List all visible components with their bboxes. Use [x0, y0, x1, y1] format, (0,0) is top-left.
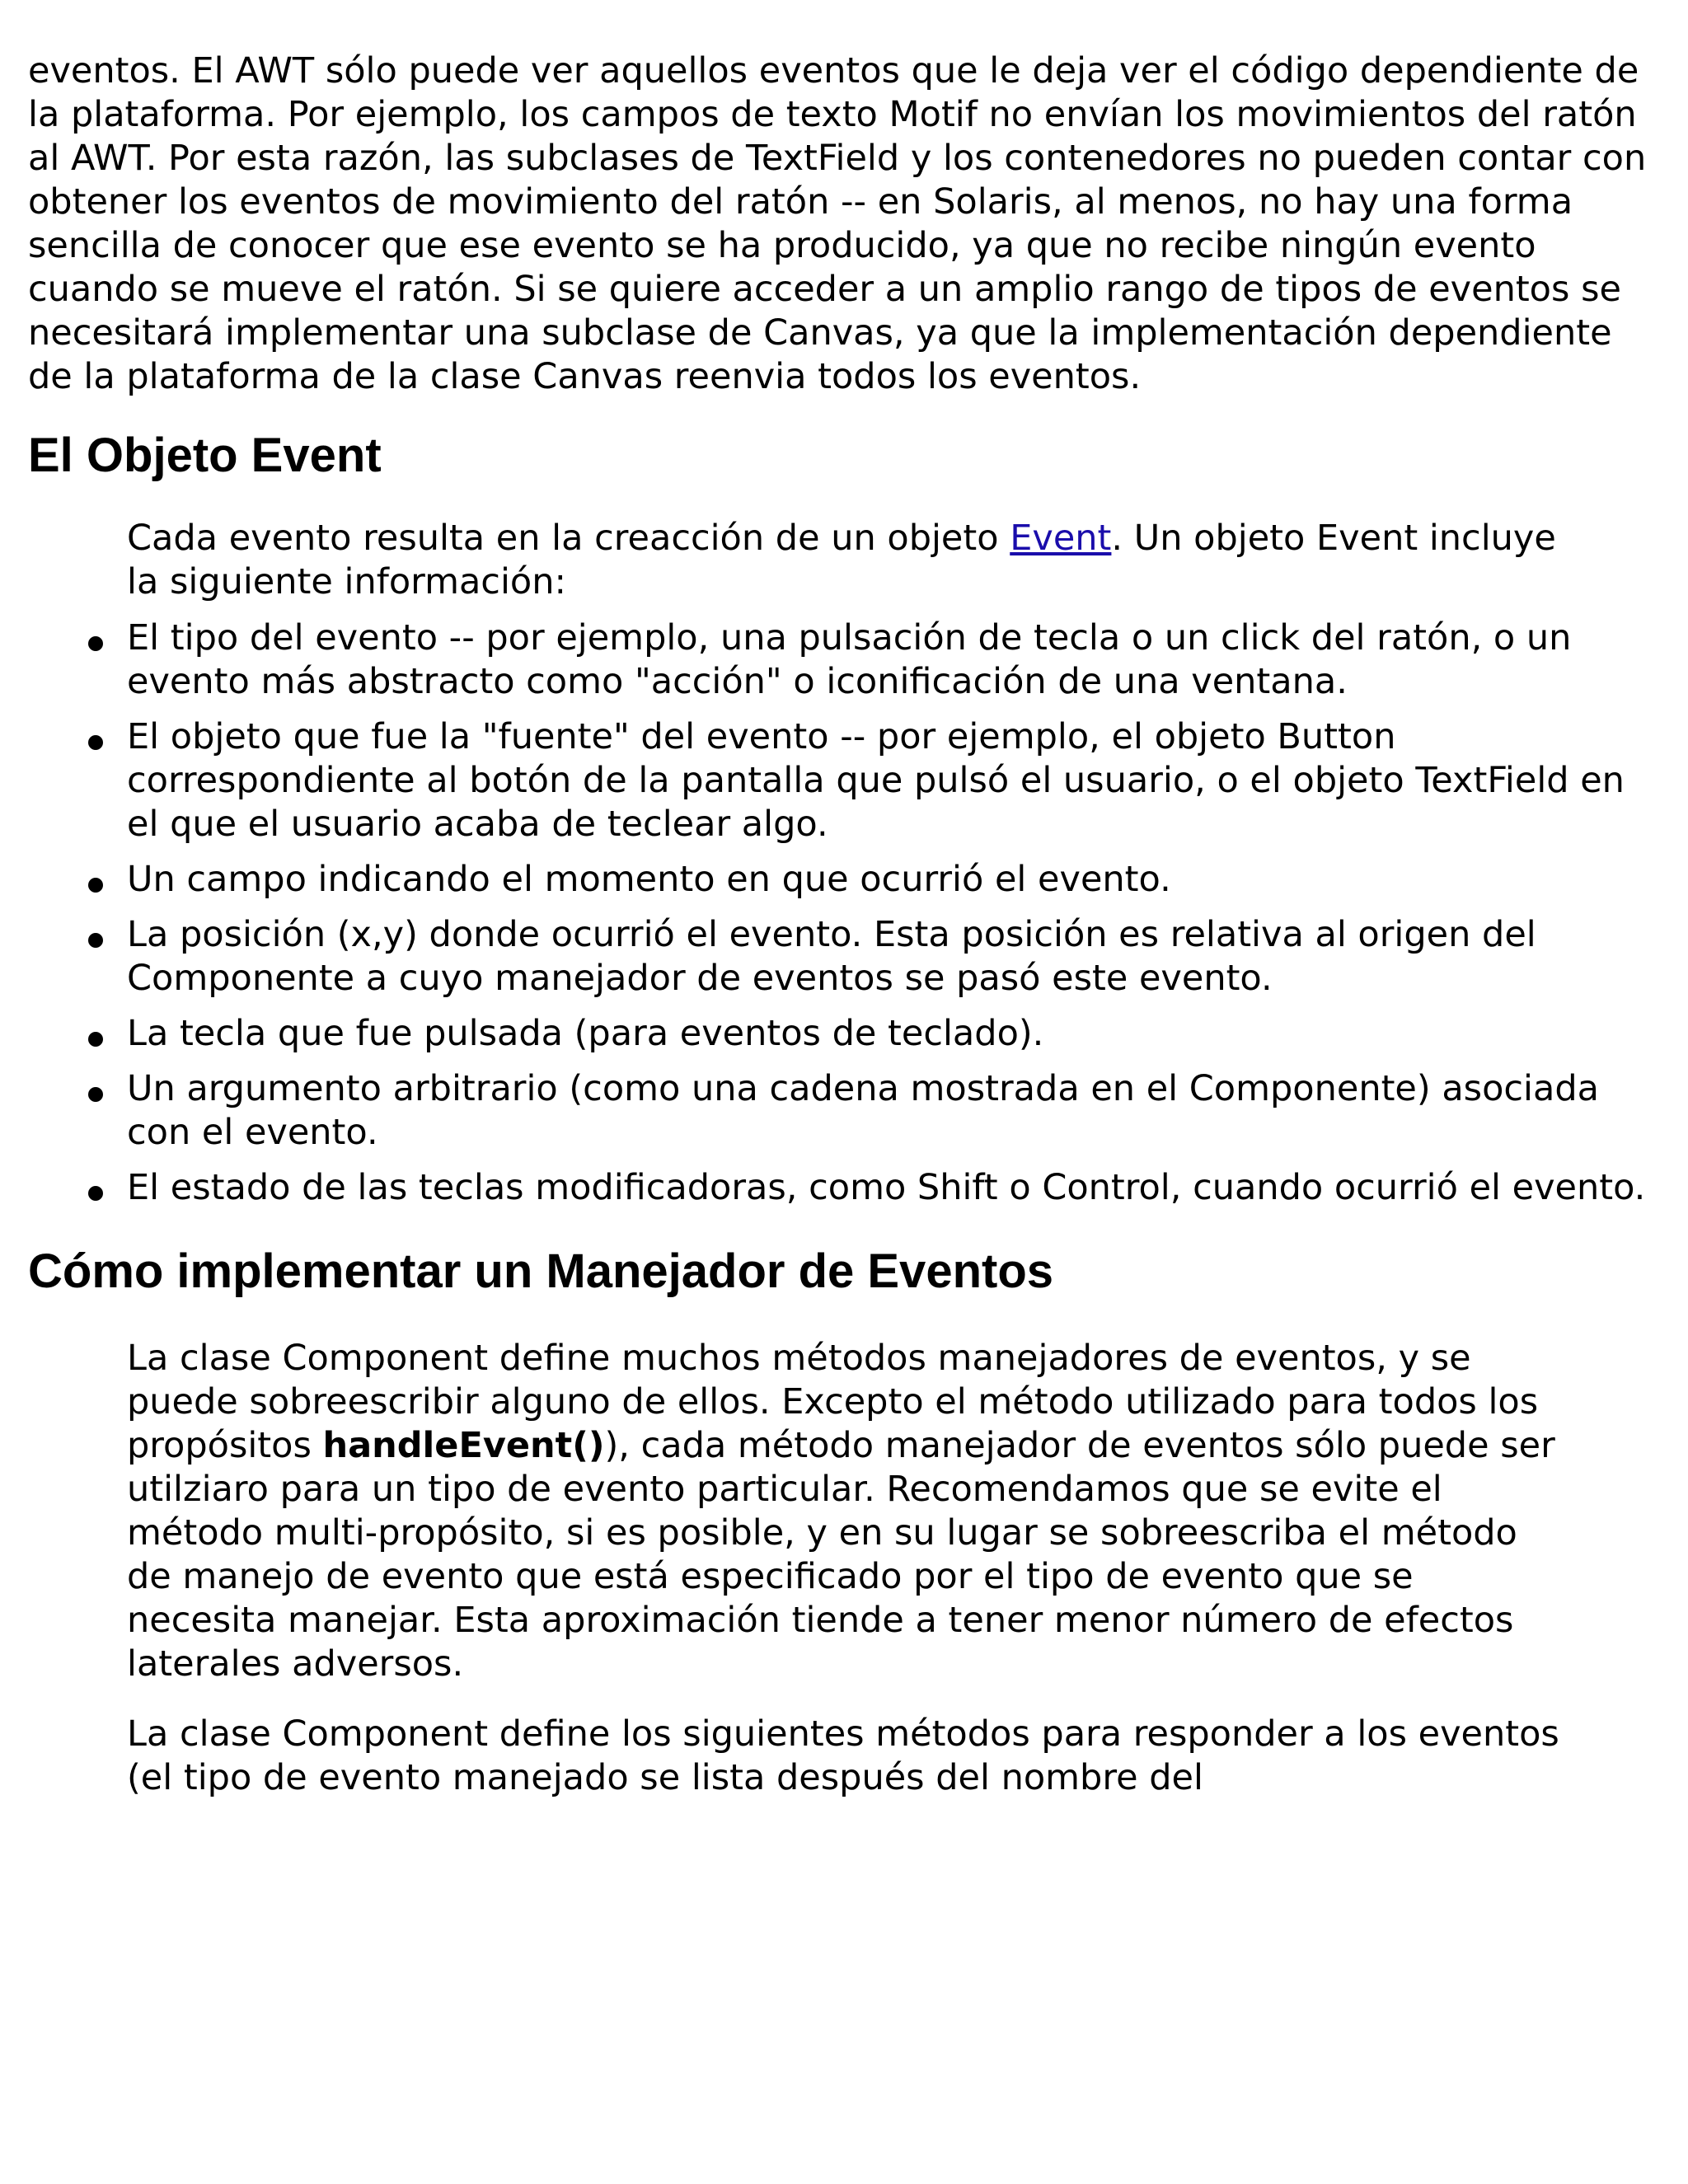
handler-paragraph-1 [127, 1337, 1569, 1686]
list-item: La tecla que fue pulsada (para eventos de teclado). [127, 1012, 1660, 1056]
event-class-link[interactable]: Event [1010, 518, 1112, 559]
list-item: La posición (x,y) donde ocurrió el evento. Esta posición es relativa al origen del Componente a cuyo manejador de eventos se pasó este evento. [127, 913, 1660, 1001]
handler-p1-text-before: La clase Component define muchos métodos manejadores de eventos, y se puede sobreescribir alguno de ellos. Excepto el método utilizado para todos los propósitos [127, 1338, 1539, 1466]
event-info-list [28, 616, 1660, 1210]
list-item: Un campo indicando el momento en que ocurrió el evento. [127, 858, 1660, 902]
event-intro-text-after: . Un objeto Event incluye la siguiente información: [127, 518, 1556, 602]
document-page [28, 49, 1660, 1800]
event-intro-paragraph [127, 517, 1569, 604]
list-item: El objeto que fue la "fuente" del evento -- por ejemplo, el objeto Button correspondiente al botón de la pantalla que pulsó el usuario, o el objeto TextField en el que el usuario acaba de teclear algo. [127, 715, 1660, 846]
handler-section-body [127, 1337, 1569, 1800]
handle-event-method-name: handleEvent() [322, 1425, 605, 1466]
list-item: Un argumento arbitrario (como una cadena mostrada en el Componente) asociada con el evento. [127, 1067, 1660, 1155]
handler-p1-text-after: ), cada método manejador de eventos sólo puede ser utilziaro para un tipo de evento particular. Recomendamos que se evite el método multi-propósito, si es posible, y en su lugar se sobreescriba el método de manejo de evento que está especificado por el tipo de evento que se necesita manejar. Esta aproximación tiende a tener menor número de efectos laterales adversos. [127, 1425, 1555, 1685]
section-heading-event-object: El Objeto Event [28, 429, 382, 482]
event-section-body [127, 517, 1569, 604]
list-item: El tipo del evento -- por ejemplo, una pulsación de tecla o un click del ratón, o un evento más abstracto como "acción" o iconificación de una ventana. [127, 616, 1660, 704]
handler-paragraph-2: La clase Component define los siguientes métodos para responder a los eventos (el tipo de evento manejado se lista después del nombre del [127, 1713, 1559, 1798]
intro-paragraph: eventos. El AWT sólo puede ver aquellos eventos que le deja ver el código dependiente de la plataforma. Por ejemplo, los campos de texto Motif no envían los movimientos del ratón al AWT. Por esta razón, las subclases de TextField y los contenedores no pueden contar con obtener los eventos de movimiento del ratón -- en Solaris, al menos, no hay una forma sencilla de conocer que ese evento se ha producido, ya que no recibe ningún evento cuando se mueve el ratón. Si se quiere acceder a un amplio rango de tipos de eventos se necesitará implementar una subclase de Canvas, ya que la implementación dependiente de la plataforma de la clase Canvas reenvia todos los eventos. [28, 50, 1647, 397]
list-item: El estado de las teclas modificadoras, como Shift o Control, cuando ocurrió el evento. [127, 1166, 1660, 1210]
section-heading-event-handler: Cómo implementar un Manejador de Eventos [28, 1244, 1053, 1298]
event-intro-text-before: Cada evento resulta en la creacción de un objeto [127, 518, 1010, 559]
